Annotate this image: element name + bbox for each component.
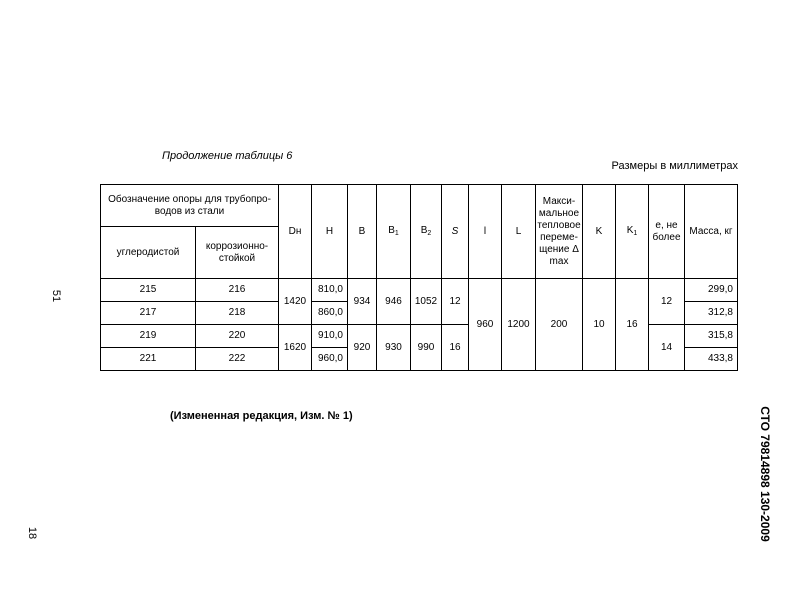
header-max-move: Макси-мальное тепловое переме-щение Δ max xyxy=(536,185,583,279)
header-designation: Обозначение опоры для трубопро-водов из стали xyxy=(101,185,279,227)
cell-l-big: 1200 xyxy=(502,279,536,371)
cell-corrosion: 220 xyxy=(196,325,279,348)
cell-dn: 1620 xyxy=(279,325,312,371)
cell-b2: 1052 xyxy=(411,279,442,325)
cell-max-move: 200 xyxy=(536,279,583,371)
cell-b1: 930 xyxy=(377,325,411,371)
header-dn: Dн xyxy=(279,185,312,279)
cell-mass: 312,8 xyxy=(685,302,738,325)
cell-carbon: 221 xyxy=(101,348,196,371)
cell-carbon: 217 xyxy=(101,302,196,325)
revision-note: (Измененная редакция, Изм. № 1) xyxy=(170,410,353,422)
header-k: K xyxy=(583,185,616,279)
cell-corrosion: 216 xyxy=(196,279,279,302)
header-carbon: углеродистой xyxy=(101,227,196,279)
header-b: B xyxy=(348,185,377,279)
cell-dn: 1420 xyxy=(279,279,312,325)
cell-h: 960,0 xyxy=(312,348,348,371)
cell-mass: 315,8 xyxy=(685,325,738,348)
cell-k: 10 xyxy=(583,279,616,371)
cell-h: 810,0 xyxy=(312,279,348,302)
table-row xyxy=(101,279,738,302)
header-l-small: l xyxy=(469,185,502,279)
cell-s: 16 xyxy=(442,325,469,371)
cell-b: 920 xyxy=(348,325,377,371)
header-b1: $B_1$ xyxy=(377,185,411,279)
cell-carbon: 219 xyxy=(101,325,196,348)
header-s: S xyxy=(442,185,469,279)
header-mass: Масса, кг xyxy=(685,185,738,279)
header-l-big: L xyxy=(502,185,536,279)
standard-code: СТО 79814898 130-2009 xyxy=(758,406,772,542)
cell-h: 860,0 xyxy=(312,302,348,325)
header-h: H xyxy=(312,185,348,279)
cell-mass: 433,8 xyxy=(685,348,738,371)
cell-s: 12 xyxy=(442,279,469,325)
page-number-left: 18 xyxy=(26,526,39,540)
cell-e: 12 xyxy=(649,279,685,325)
page-number-right: 51 xyxy=(50,289,63,303)
header-k1: $K_1$ xyxy=(616,185,649,279)
cell-b1: 946 xyxy=(377,279,411,325)
cell-mass: 299,0 xyxy=(685,279,738,302)
cell-corrosion: 222 xyxy=(196,348,279,371)
cell-b2: 990 xyxy=(411,325,442,371)
cell-carbon: 215 xyxy=(101,279,196,302)
cell-k1: 16 xyxy=(616,279,649,371)
cell-l-small: 960 xyxy=(469,279,502,371)
header-e: е, не более xyxy=(649,185,685,279)
cell-b: 934 xyxy=(348,279,377,325)
units-label: Размеры в миллиметрах xyxy=(611,160,738,172)
dimensions-table xyxy=(100,184,738,371)
cell-h: 910,0 xyxy=(312,325,348,348)
header-b2: $B_2$ xyxy=(411,185,442,279)
header-corrosion: коррозионно-стойкой xyxy=(196,227,279,279)
cell-corrosion: 218 xyxy=(196,302,279,325)
cell-e: 14 xyxy=(649,325,685,371)
table-caption: Продолжение таблицы 6 xyxy=(162,150,293,162)
